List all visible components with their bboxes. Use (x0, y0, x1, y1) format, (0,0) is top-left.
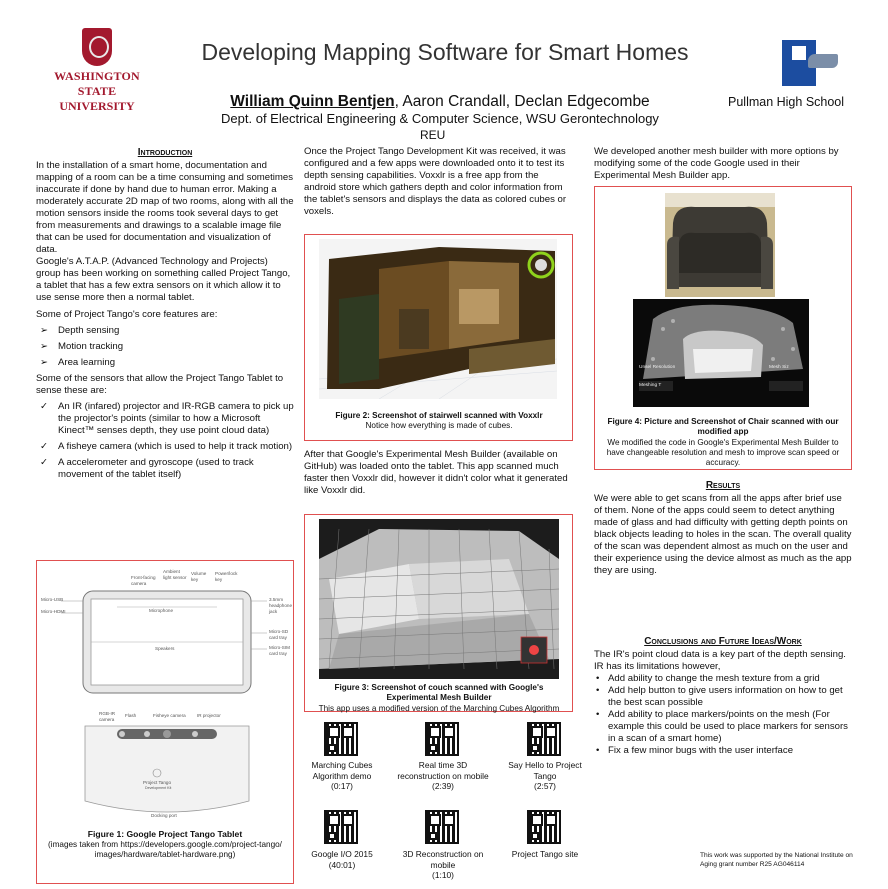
check-icon: ✓ (40, 457, 49, 469)
list-item: ➢ Motion tracking (40, 340, 124, 352)
qr-label: 3D Reconstruction on mobile (1:10) (402, 849, 484, 880)
label-micro-usb: Micro-USB (41, 597, 64, 602)
bullet-icon: • (596, 708, 600, 720)
tablet-brand-sub: Development Kit (145, 786, 172, 790)
qr-code[interactable] (527, 810, 561, 844)
acknowledgement: This work was supported by the National Institute on Aging grant number R25 AG046114 (700, 852, 853, 868)
sensor-list (36, 401, 294, 481)
qr-code[interactable] (527, 722, 561, 756)
greyhound-icon (808, 54, 838, 68)
bullet-icon: • (596, 672, 600, 684)
tablet-brand: Project Tango (143, 780, 172, 785)
wsu-logo-line2: UNIVERSITY (59, 99, 135, 114)
figure-4-title: Figure 4: Picture and Screenshot of Chair scanned with our modified app (607, 417, 839, 437)
label-fisheye: Fisheye camera (153, 713, 186, 718)
figure-1-frame (36, 560, 294, 884)
label-headphone: 3.5mm headphone jack (269, 597, 292, 614)
qr-code[interactable] (324, 722, 358, 756)
label-flash: Flash (125, 713, 137, 718)
arrow-icon: ➢ (40, 356, 49, 368)
label-ambient-sensor: Ambient light sensor (163, 569, 187, 580)
overlay-resolution: Unsel Resolution (639, 365, 676, 370)
figure-4-note: We modified the code in Google's Experimental Mesh Builder to have changeable resolution and mesh to improve scan speed or accuracy. (606, 437, 840, 468)
label-micro-sim: Micro-SIM card tray (269, 645, 290, 656)
intro-paragraph-2: Google's A.T.A.P. (Advanced Technology and Projects) group has been working on something called Project Tango, a tablet that has a few extra sensors on it which allow it to use sense more then a normal tablet. (36, 256, 291, 304)
qr-label: Real time 3D reconstruction on mobile (2:39) (397, 760, 489, 791)
mesh-builder-paragraph: After that Google's Experimental Mesh Builder (available on GitHub) was loaded onto the tablet. This app scanned much faster then Voxxlr did, however it didn't color what it generated like Voxxlr did. (304, 449, 568, 497)
wsu-logo-line1: WASHINGTON STATE (54, 69, 140, 99)
overlay-meshing: Meshing T (639, 383, 662, 388)
coauthors: , Aaron Crandall, Declan Edgecombe (394, 93, 650, 110)
conclusions-title: Conclusions and Future Ideas/Work (644, 636, 802, 647)
chair-scan-screenshot (633, 299, 809, 407)
qr-code[interactable] (425, 810, 459, 844)
figure-1-source: (images taken from https://developers.google.com/project-tango/ images/hardware/tablet-hardware.png) (48, 839, 282, 860)
list-item: ➢ Depth sensing (40, 324, 120, 336)
chair-photo (665, 193, 775, 297)
overlay-mesh-size: Mesh Siz (769, 365, 789, 370)
figure-1-title: Figure 1: Google Project Tango Tablet (87, 829, 243, 839)
list-item: ➢ Area learning (40, 356, 116, 368)
list-item: • Add help button to give users information on how to get the best scan possible (596, 684, 843, 708)
modified-app-paragraph: We developed another mesh builder with more options by modifying some of the code Google used in their Experimental Mesh Builder app. (594, 146, 839, 182)
label-micro-hdmi: Micro-HDMI (41, 609, 66, 614)
figure-3-title: Figure 3: Screenshot of couch scanned with Google's Experimental Mesh Builder (334, 683, 544, 703)
results-section (594, 480, 852, 577)
label-front-camera: Front-facing camera (131, 575, 156, 586)
label-volume-key: Volume key (191, 571, 207, 582)
qr-code[interactable] (324, 810, 358, 844)
figure-3-note: This app uses a modified version of the Marching Cubes Algorithm (318, 703, 560, 713)
figure-1-caption (41, 829, 289, 860)
voxxlr-paragraph: Once the Project Tango Development Kit was received, it was configured and a few apps were downloaded onto it to test its depth sensing capabilities. Voxxlr is a free app from the android store which gathers depth and color information from the tablet's sensors and displays the data as colored cubes or voxels. (304, 146, 567, 218)
bullet-icon: • (596, 684, 600, 696)
arrow-icon: ➢ (40, 324, 49, 336)
authors (160, 92, 720, 112)
stairwell-scan-image (319, 239, 557, 399)
label-power-key: Power/lock key (215, 571, 238, 582)
arrow-icon: ➢ (40, 340, 49, 352)
list-item: ✓ A accelerometer and gyroscope (used to track movement of the tablet itself) (40, 457, 254, 481)
list-item: ✓ A fisheye camera (which is used to help it track motion) (40, 441, 293, 453)
list-item: • Add ability to place markers/points on the mesh (For example this could be used to place markers for sensors in a scan of a smart home) (596, 708, 848, 745)
partner-school: Pullman High School (728, 95, 845, 109)
conclusions-intro: The IR's point cloud data is a key part of the depth sensing. IR has its limitations however, (594, 648, 846, 672)
list-item: • Fix a few minor bugs with the user interface (596, 745, 794, 757)
intro-paragraph-3: Some of Project Tango's core features are: (36, 308, 218, 320)
figure-2-caption (309, 411, 569, 432)
label-rgb-ir: RGB-IR camera (99, 711, 116, 722)
results-title: Results (705, 480, 741, 491)
qr-label: Say Hello to Project Tango (2:57) (508, 760, 582, 791)
intro-paragraph-4: Some of the sensors that allow the Project Tango Tablet to sense these are: (36, 372, 284, 396)
intro-paragraph-1: In the installation of a smart home, documentation and mapping of a room can be a time consuming and sometimes inaccurate if done by hand due to human error. Making a moderately accurate 2D map of two rooms, along with all the motion sensors inside the rooms took several days to get from measurements and drawings to a scalable image file that can be used for documentation and visualization of data. (36, 159, 294, 256)
figure-3-caption (309, 683, 569, 714)
figure-2-note: Notice how everything is made of cubes. (365, 421, 513, 431)
couch-mesh-image (319, 519, 559, 679)
future-list (594, 673, 852, 758)
intro-title: Introduction (137, 147, 193, 158)
bullet-icon: • (596, 745, 600, 757)
qr-label: Google I/O 2015 (40:01) (311, 849, 373, 870)
list-item: ✓ An IR (infared) projector and IR-RGB camera to pick up the projector's points (similar to how a Microsoft Kinect™ senses depth, they use point cloud data) (40, 401, 294, 437)
figure-3-frame (304, 514, 573, 712)
qr-code[interactable] (425, 722, 459, 756)
list-item: • Add ability to change the mesh texture from a grid (596, 672, 820, 684)
figure-4-frame (594, 186, 852, 470)
conclusions-section (594, 636, 852, 757)
reu-label: REU (420, 128, 446, 142)
wsu-logo (38, 28, 156, 114)
figure-4-caption (601, 417, 845, 469)
label-micro-sd: Micro-SD card tray (269, 629, 289, 640)
figure-2-frame (304, 234, 573, 441)
check-icon: ✓ (40, 401, 49, 412)
check-icon: ✓ (40, 441, 49, 453)
department: Dept. of Electrical Engineering & Computer Science, WSU Gerontechnology (221, 111, 659, 126)
wsu-shield-icon (82, 28, 112, 66)
results-paragraph: We were able to get scans from all the apps after brief use of them. None of the apps could seem to detect anything made of glass and had difficulty with getting depth points on black objects leading to holes in the scan. The overall quality of the scan was dependent almost as much on the user and their experience using the device almost as much as the app they are using. (594, 492, 852, 577)
label-docking-port: Docking port (151, 813, 177, 818)
label-microphone: Microphone (149, 608, 174, 613)
qr-label: Project Tango site (511, 849, 579, 859)
feature-list (36, 325, 294, 369)
introduction-section (36, 147, 294, 481)
pullman-logo (772, 40, 842, 88)
lead-author: William Quinn Bentjen (230, 93, 395, 110)
label-ir-projector: IR projector (197, 713, 221, 718)
poster-title: Developing Mapping Software for Smart Homes (201, 39, 689, 65)
qr-label: Marching Cubes Algorithm demo (0:17) (311, 760, 373, 791)
label-speakers: Speakers (155, 646, 175, 651)
figure-2-title: Figure 2: Screenshot of stairwell scanned with Voxxlr (335, 411, 543, 420)
